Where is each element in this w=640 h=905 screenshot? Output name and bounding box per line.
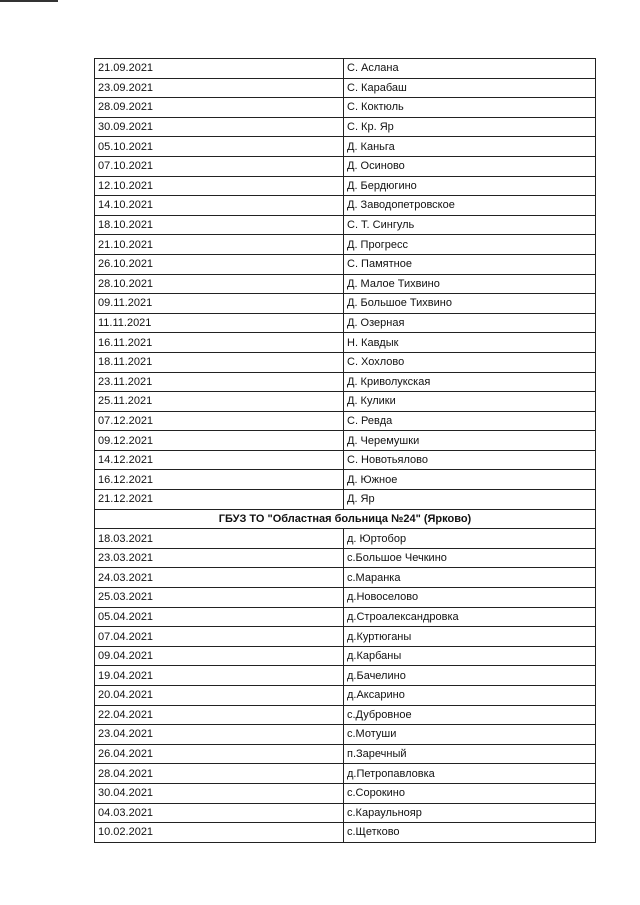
place-cell: д.Новоселово [344,588,596,608]
date-cell: 11.11.2021 [95,313,344,333]
table-row [95,607,596,627]
table-row [95,744,596,764]
table-row [95,411,596,431]
date-cell: 04.03.2021 [95,803,344,823]
section-title: ГБУЗ ТО "Областная больница №24" (Ярково) [95,509,596,529]
date-cell: 25.03.2021 [95,588,344,608]
table-row [95,333,596,353]
date-cell: 21.10.2021 [95,235,344,255]
date-cell: 26.04.2021 [95,744,344,764]
table-row [95,313,596,333]
date-cell: 16.11.2021 [95,333,344,353]
table-row [95,490,596,510]
table-row [95,686,596,706]
place-cell: Д. Большое Тихвино [344,294,596,314]
place-cell: с.Маранка [344,568,596,588]
date-cell: 07.10.2021 [95,156,344,176]
date-cell: 23.03.2021 [95,548,344,568]
place-cell: Д. Черемушки [344,431,596,451]
table-row [95,254,596,274]
date-cell: 09.11.2021 [95,294,344,314]
schedule-table [94,58,596,843]
table-row [95,529,596,549]
place-cell: Д. Заводопетровское [344,196,596,216]
table-row [95,470,596,490]
place-cell: Д. Яр [344,490,596,510]
section-header-group [95,509,596,529]
place-cell: Д. Каньга [344,137,596,157]
table-row [95,803,596,823]
table-row [95,352,596,372]
place-cell: С. Аслана [344,59,596,79]
table-row [95,725,596,745]
place-cell: С. Т. Сингуль [344,215,596,235]
place-cell: с.Большое Чечкино [344,548,596,568]
date-cell: 23.09.2021 [95,78,344,98]
date-cell: 12.10.2021 [95,176,344,196]
date-cell: 07.12.2021 [95,411,344,431]
date-cell: 28.04.2021 [95,764,344,784]
place-cell: п.Заречный [344,744,596,764]
date-cell: 28.09.2021 [95,98,344,118]
place-cell: д.Строалександровка [344,607,596,627]
table-row [95,450,596,470]
place-cell: Д. Прогресс [344,235,596,255]
table-row [95,215,596,235]
place-cell: Д. Южное [344,470,596,490]
table-row [95,294,596,314]
date-cell: 24.03.2021 [95,568,344,588]
date-cell: 19.04.2021 [95,666,344,686]
date-cell: 05.04.2021 [95,607,344,627]
place-cell: д.Аксарино [344,686,596,706]
date-cell: 26.10.2021 [95,254,344,274]
date-cell: 07.04.2021 [95,627,344,647]
table-row [95,176,596,196]
table-row [95,156,596,176]
date-cell: 30.04.2021 [95,783,344,803]
table-row [95,196,596,216]
place-cell: Д. Криволукская [344,372,596,392]
table-row [95,59,596,79]
table-row [95,78,596,98]
schedule-rows-bottom [95,529,596,843]
place-cell: д. Юртобор [344,529,596,549]
place-cell: Д. Осиново [344,156,596,176]
table-row [95,372,596,392]
date-cell: 14.10.2021 [95,196,344,216]
date-cell: 30.09.2021 [95,117,344,137]
table-row [95,117,596,137]
place-cell: С. Коктюль [344,98,596,118]
table-row [95,137,596,157]
date-cell: 10.02.2021 [95,823,344,843]
place-cell: д.Карбаны [344,646,596,666]
place-cell: Д. Бердюгино [344,176,596,196]
place-cell: д.Куртюганы [344,627,596,647]
date-cell: 09.04.2021 [95,646,344,666]
date-cell: 09.12.2021 [95,431,344,451]
date-cell: 05.10.2021 [95,137,344,157]
date-cell: 25.11.2021 [95,392,344,412]
place-cell: с.Дубровное [344,705,596,725]
date-cell: 16.12.2021 [95,470,344,490]
place-cell: Д. Озерная [344,313,596,333]
table-row [95,548,596,568]
table-row [95,274,596,294]
schedule-rows-top [95,59,596,510]
place-cell: С. Памятное [344,254,596,274]
table-row [95,431,596,451]
place-cell: С. Ревда [344,411,596,431]
date-cell: 20.04.2021 [95,686,344,706]
date-cell: 28.10.2021 [95,274,344,294]
table-row [95,666,596,686]
table-row [95,392,596,412]
place-cell: С. Хохлово [344,352,596,372]
place-cell: с.Сорокино [344,783,596,803]
place-cell: Д. Малое Тихвино [344,274,596,294]
table-row [95,568,596,588]
date-cell: 23.11.2021 [95,372,344,392]
place-cell: С. Кр. Яр [344,117,596,137]
date-cell: 14.12.2021 [95,450,344,470]
date-cell: 23.04.2021 [95,725,344,745]
place-cell: с.Караульнояр [344,803,596,823]
table-row [95,646,596,666]
place-cell: д.Бачелино [344,666,596,686]
place-cell: д.Петропавловка [344,764,596,784]
table-row [95,705,596,725]
table-row [95,783,596,803]
date-cell: 21.09.2021 [95,59,344,79]
date-cell: 22.04.2021 [95,705,344,725]
table-row [95,98,596,118]
place-cell: с.Щетково [344,823,596,843]
place-cell: с.Мотуши [344,725,596,745]
section-header-row [95,509,596,529]
place-cell: С. Новотьялово [344,450,596,470]
table-row [95,588,596,608]
date-cell: 18.10.2021 [95,215,344,235]
date-cell: 18.03.2021 [95,529,344,549]
table-row [95,235,596,255]
table-row [95,627,596,647]
date-cell: 21.12.2021 [95,490,344,510]
place-cell: Н. Кавдык [344,333,596,353]
scan-corner-mark [0,0,58,2]
table-row [95,823,596,843]
place-cell: С. Карабаш [344,78,596,98]
table-row [95,764,596,784]
place-cell: Д. Кулики [344,392,596,412]
date-cell: 18.11.2021 [95,352,344,372]
